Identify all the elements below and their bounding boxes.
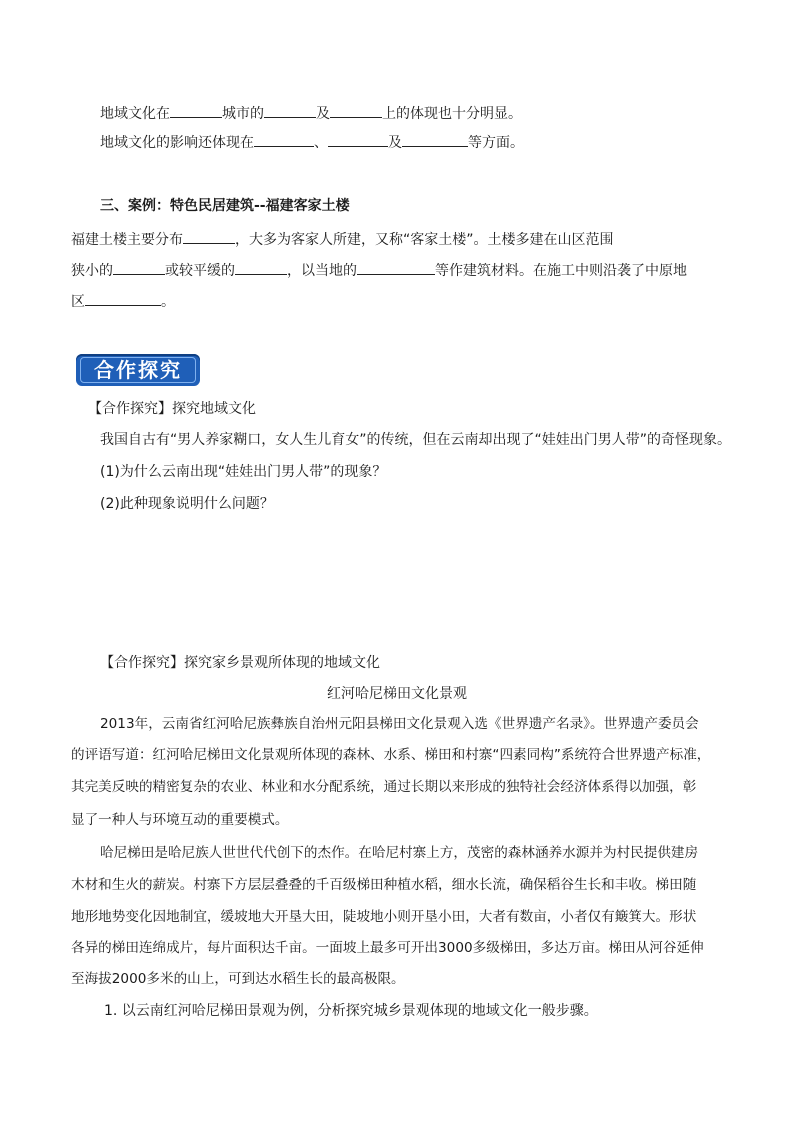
inquiry-title: 【合作探究】探究地域文化 bbox=[88, 401, 256, 417]
tulou-line-2 bbox=[71, 260, 687, 281]
paragraph-line: 哈尼梯田是哈尼族人世世代代创下的杰作。在哈尼村寨上方，茂密的森林涵养水源并为村民提供建房 bbox=[100, 845, 699, 861]
text-segment: ，大多为客家人所建，又称“客家土楼”。土楼多建在山区范围 bbox=[235, 232, 614, 248]
blank-field[interactable] bbox=[235, 260, 287, 275]
blank-field[interactable] bbox=[328, 132, 388, 147]
inquiry-intro: 我国自古有“男人养家糊口，女人生儿育女”的传统，但在云南却出现了“娃娃出门男人带”的奇怪现象。 bbox=[100, 432, 732, 448]
question-1: (1)为什么云南出现“娃娃出门男人带”的现象？ bbox=[100, 464, 387, 480]
blank-field[interactable] bbox=[357, 260, 435, 275]
tulou-line-1 bbox=[71, 229, 614, 250]
badge-label: 合作探究 bbox=[80, 357, 196, 383]
text-segment: 区 bbox=[71, 294, 85, 310]
text-segment: 福建土楼主要分布 bbox=[71, 232, 183, 248]
text-segment: 地域文化在 bbox=[100, 106, 170, 122]
text-segment: 等方面。 bbox=[468, 135, 524, 151]
text-segment: 等作建筑材料。在施工中则沿袭了中原地 bbox=[435, 263, 687, 279]
blank-field[interactable] bbox=[85, 291, 161, 306]
inquiry-title: 【合作探究】探究家乡景观所体现的地域文化 bbox=[100, 655, 380, 671]
section-heading: 三、案例：特色民居建筑--福建客家土楼 bbox=[100, 198, 350, 214]
question-2: (2)此种现象说明什么问题？ bbox=[100, 496, 274, 512]
paragraph-line: 地形地势变化因地制宜，缓坡地大开垦大田，陡坡地小则开垦小田，大者有数亩，小者仅有簸箕大。形状 bbox=[71, 909, 697, 925]
task-item: 1. 以云南红河哈尼梯田景观为例，分析探究城乡景观体现的地域文化一般步骤。 bbox=[104, 1003, 598, 1019]
culture-influence-line bbox=[100, 132, 524, 153]
text-segment: 城市的 bbox=[222, 106, 264, 122]
paragraph-line: 显了一种人与环境互动的重要模式。 bbox=[71, 812, 289, 828]
paragraph-line: 2013年，云南省红河哈尼族彝族自治州元阳县梯田文化景观入选《世界遗产名录》。世界遗产委员会 bbox=[100, 716, 699, 732]
tulou-line-3 bbox=[71, 291, 175, 312]
text-segment: ，以当地的 bbox=[287, 263, 357, 279]
blank-field[interactable] bbox=[330, 103, 382, 118]
case-subtitle: 红河哈尼梯田文化景观 bbox=[327, 686, 467, 702]
text-segment: 或较平缓的 bbox=[165, 263, 235, 279]
blank-field[interactable] bbox=[183, 229, 235, 244]
text-segment: 狭小的 bbox=[71, 263, 113, 279]
blank-field[interactable] bbox=[264, 103, 316, 118]
text-segment: 、 bbox=[314, 135, 328, 151]
cooperative-inquiry-badge bbox=[76, 354, 200, 386]
text-segment: 地域文化的影响还体现在 bbox=[100, 135, 254, 151]
text-segment: 及 bbox=[316, 106, 330, 122]
paragraph-line: 至海拔2000多米的山上，可到达水稻生长的最高极限。 bbox=[71, 971, 405, 987]
blank-field[interactable] bbox=[402, 132, 468, 147]
culture-city-line bbox=[100, 103, 522, 124]
paragraph-line: 其完美反映的精密复杂的农业、林业和水分配系统，通过长期以来形成的独特社会经济体系得以加强，彰 bbox=[71, 779, 697, 795]
paragraph-line: 的评语写道：红河哈尼梯田文化景观所体现的森林、水系、梯田和村寨“四素同构”系统符合世界遗产标准， bbox=[71, 747, 711, 763]
text-segment: 。 bbox=[161, 294, 175, 310]
blank-field[interactable] bbox=[113, 260, 165, 275]
blank-field[interactable] bbox=[170, 103, 222, 118]
paragraph-line: 各异的梯田连绵成片，每片面积达千亩。一面坡上最多可开出3000多级梯田，多达万亩。梯田从河谷延伸 bbox=[71, 940, 704, 956]
paragraph-line: 木材和生火的薪炭。村寨下方层层叠叠的千百级梯田种植水稻，细水长流，确保稻谷生长和丰收。梯田随 bbox=[71, 877, 697, 893]
blank-field[interactable] bbox=[254, 132, 314, 147]
text-segment: 上的体现也十分明显。 bbox=[382, 106, 522, 122]
text-segment: 及 bbox=[388, 135, 402, 151]
